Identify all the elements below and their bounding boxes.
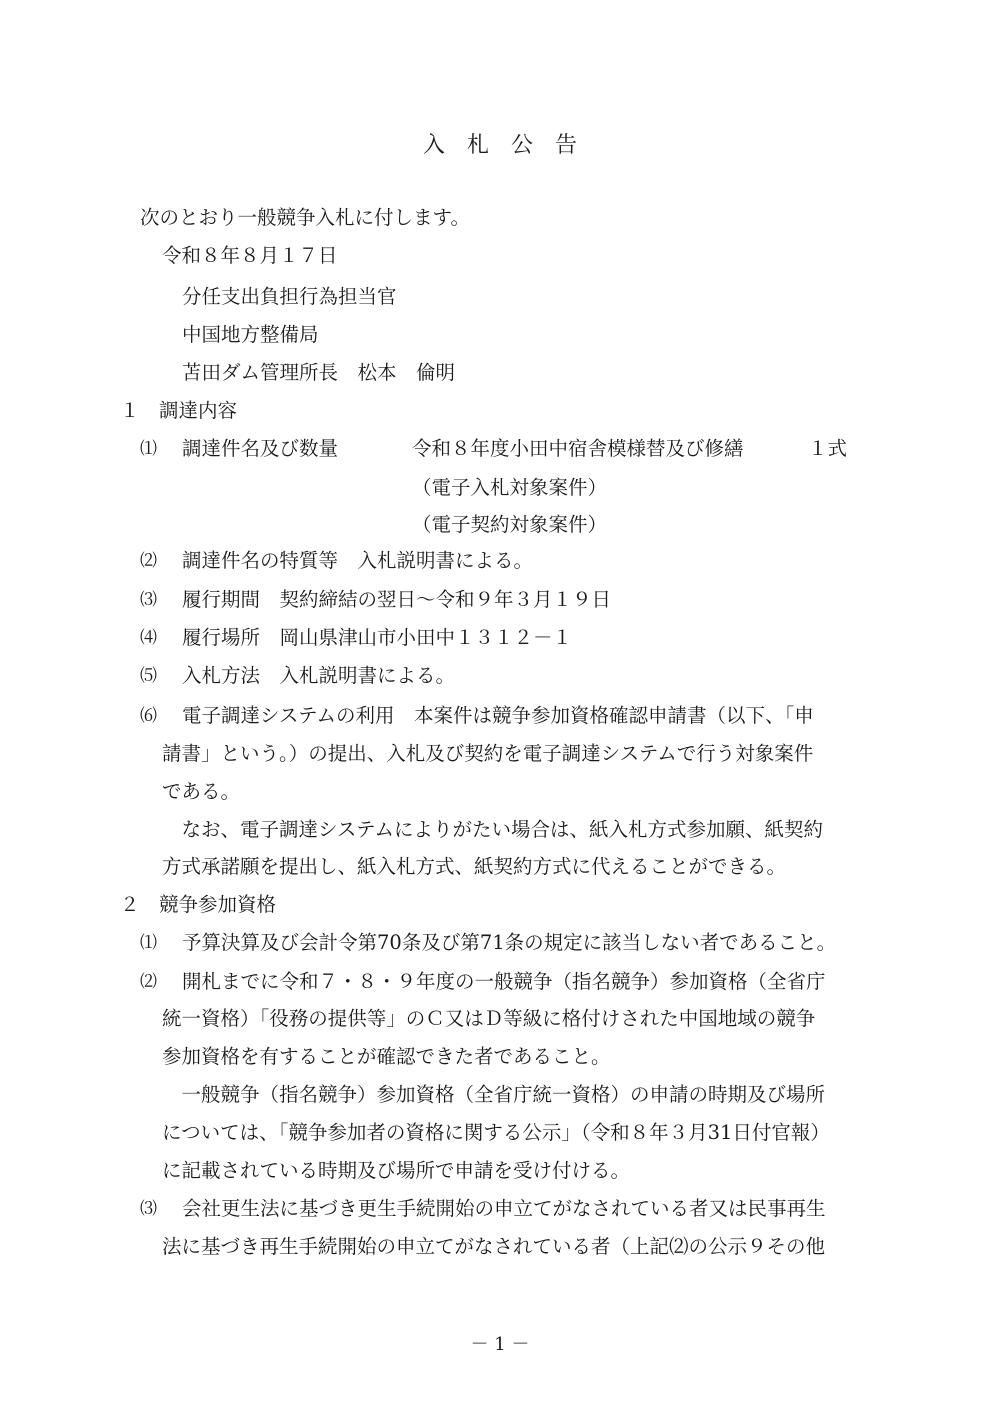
item-text: 入札方法 入札説明書による。 [182,664,456,687]
intro-text: 次のとおり一般競争入札に付します。 [140,206,470,229]
item-text-line: 統一資格）「役務の提供等」のＣ又はＤ等級に格付けされた中国地域の競争 [162,1007,816,1030]
item-number: ⑸ [140,666,157,686]
item-text-line: である。 [162,780,241,803]
item-number: ⑴ [140,439,157,459]
item-number: ⑵ [140,972,157,992]
procurement-name: 令和８年度小田中宿舎模様替及び修繕 [412,437,744,460]
item-text: 履行場所 岡山県津山市小田中１３１２－１ [182,626,573,649]
item-text-line: なお、電子調達システムによりがたい場合は、紙入札方式参加願、紙契約 [162,818,824,841]
item-text: 調達件名の特質等 入札説明書による。 [182,549,534,572]
item-text-line: に記載されている時期及び場所で申請を受け付ける。 [162,1159,631,1182]
issuer-name: 苫田ダム管理所長 松本 倫明 [182,361,456,384]
notice-date: 令和８年８月１７日 [162,244,338,267]
issuer-title: 分任支出負担行為担当官 [182,285,397,308]
item-text-line: については、「競争参加者の資格に関する公示」（令和８年３月31日付官報） [162,1121,830,1144]
item-text-line: 参加資格を有することが確認できた者であること。 [162,1045,611,1068]
item-number: ⑷ [140,628,157,648]
item-text-line: 法に基づき再生手続開始の申立てがなされている者（上記⑵の公示９その他 [162,1235,826,1258]
item-text-line: 一般競争（指名競争）参加資格（全省庁統一資格）の申請の時期及び場所 [162,1083,826,1106]
document-title: 入 札 公 告 [422,133,577,158]
page-number: － 1 － [470,1334,530,1355]
item-number: ⑶ [140,1199,157,1219]
section1-heading: １ 調達内容 [120,399,238,422]
item-number: ⑴ [140,933,157,953]
procurement-note: （電子契約対象案件） [412,513,608,536]
item-text-line: 請書」という。）の提出、入札及び契約を電子調達システムで行う対象案件 [162,742,814,765]
section2-heading: ２ 競争参加資格 [120,893,277,916]
item-number: ⑵ [140,551,157,571]
issuer-bureau: 中国地方整備局 [182,323,319,346]
item-number: ⑶ [140,590,157,610]
procurement-note: （電子入札対象案件） [412,476,608,499]
item-text-line: 予算決算及び会計令第70条及び第71条の規定に該当しない者であること。 [182,931,837,954]
item-text-line: 方式承諾願を提出し、紙入札方式、紙契約方式に代えることができる。 [162,855,787,878]
item-text-line: 開札までに令和７・８・９年度の一般競争（指名競争）参加資格（全省庁 [182,970,826,993]
item-text-line: 電子調達システムの利用 本案件は競争参加資格確認申請書（以下、「申 [182,704,814,727]
procurement-label: 調達件名及び数量 [182,437,339,460]
item-number: ⑹ [140,706,157,726]
procurement-quantity: １式 [808,437,848,460]
item-text-line: 会社更生法に基づき更生手続開始の申立てがなされている者又は民事再生 [182,1197,826,1220]
item-text: 履行期間 契約締結の翌日～令和９年３月１９日 [182,588,612,611]
